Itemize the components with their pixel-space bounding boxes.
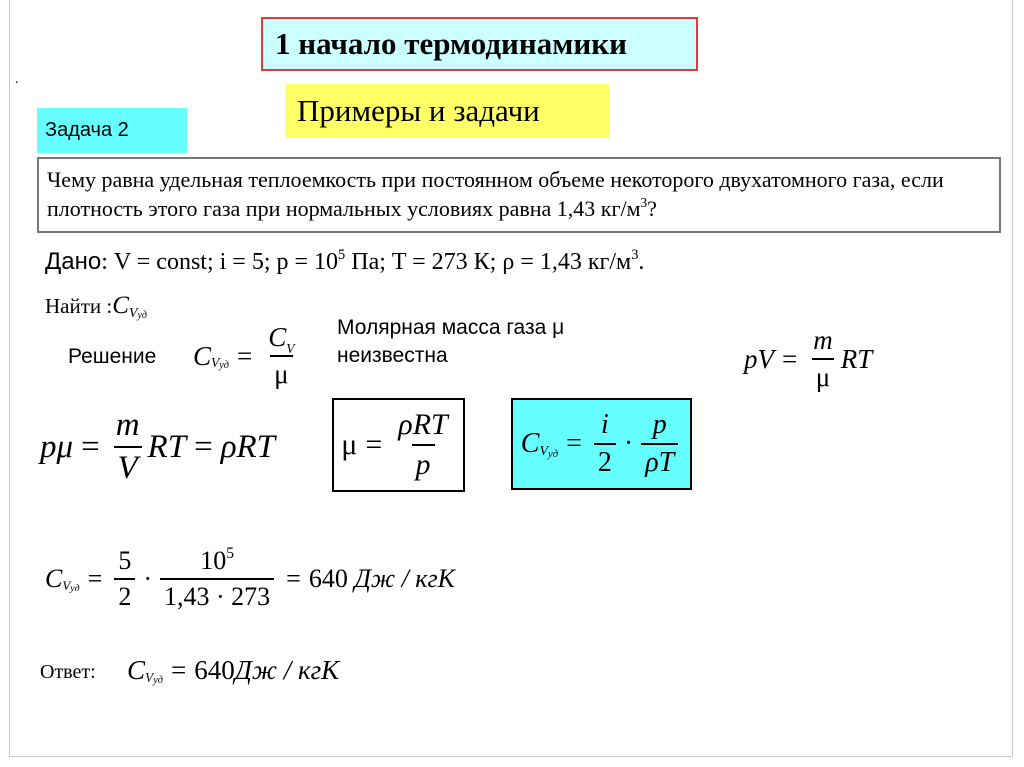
given-data: Дано: V = const; i = 5; $p = 10^5$ Па; T = 273 К; ρ = 1,43 $кг/м^3$. [45,246,645,275]
task-label: Задача 2 [37,108,187,153]
question-text: Чему равна удельная теплоемкость при постоянном объеме некоторого двухатомного газа, если плотность этого газа при нормальных условиях равна 1,43 $кг/м^3$? [37,157,1001,233]
slide-title: 1 начало термодинамики [261,17,698,71]
formula-specific-heat-result: C V уд = $\frac{i}{2}$ · $\frac{p}{\rho T}$ [511,398,692,490]
formula-specific-heat-definition: C V уд = $\frac{C_V}{\mu}$ [193,322,295,389]
solution-label: Решение [68,345,157,368]
stray-dot: . [15,72,19,87]
formula-answer: C V уд = 640 Дж / кгК [127,655,340,686]
answer-label: Ответ: [40,661,96,683]
formula-pressure-density: pμ = $\frac{m}{V}$ RT = ρRT [40,407,276,486]
given-label: Дано [45,248,102,275]
find-line: Найти : C V уд [45,292,147,321]
formula-ideal-gas-law: pV = $\frac{m}{\mu}$ RT [744,325,873,392]
formula-numeric-calculation: C V уд = $\frac{5}{2}$ · $\frac{10^5}{1,43 \cdot 273}$ = 640 Дж / кгК [45,545,455,611]
formula-molar-mass: μ = $\frac{\text{ρRT}}{p}$ [332,398,465,492]
slide-subtitle: Примеры и задачи [285,84,609,137]
molar-mass-note: Молярная масса газа μ неизвестна [337,316,565,367]
